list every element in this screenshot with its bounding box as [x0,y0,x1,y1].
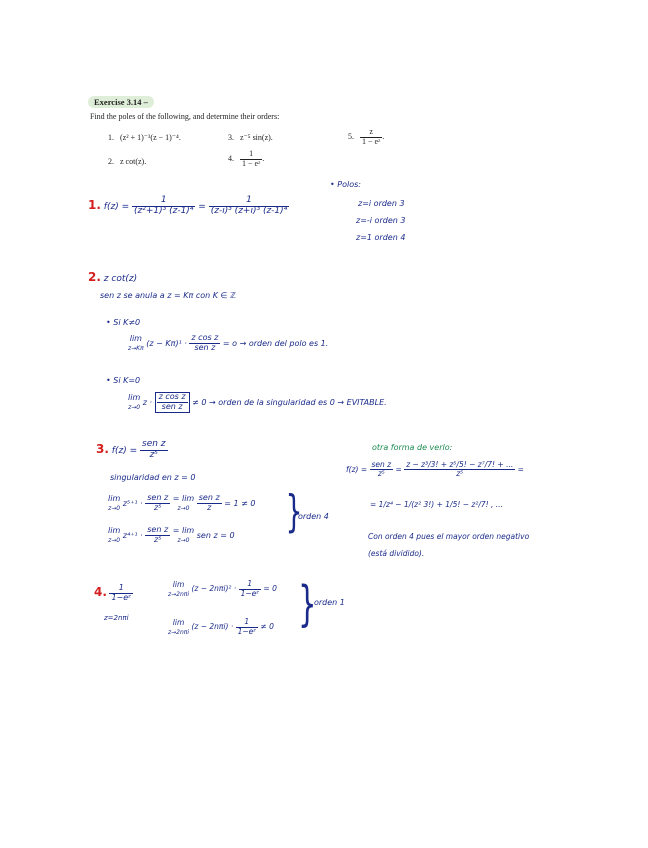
part2-line1: sen z se anula a z = Kπ con K ∈ ℤ [100,291,236,300]
part4-brace-label: orden 1 [314,598,345,607]
part3-alt-note2: (está dividido). [368,549,425,558]
part1-label: 1. [88,197,101,212]
exercise-item-1: 1. (z² + 1)⁻³(z − 1)⁻⁴. [108,133,181,142]
exercise-item-2: 2. z cot(z). [108,157,147,166]
exercise-title-dash: – [143,97,148,107]
part3-brace-label: orden 4 [298,512,329,521]
part2-case2-expr: lim z→0 z · $\frac{\text{z cos z}}{\text{sen z}}$ ≠ 0 → orden de la singularidad es 0 → EVITABLE. [128,392,387,412]
exercise-title-badge [88,96,154,108]
polos-line-2: z=-i orden 3 [356,216,406,225]
part3-alt-title: otra forma de verlo: [372,443,453,452]
part3-alt-series: f(z) = $\frac{\text{sen z}}{\text{z⁵}}$ = $\frac{\text{z − z³/3! + z⁵/5! − z⁷/7! + ...}}{\text{z⁵}}$ = [346,460,524,479]
part4-label: 4. [94,584,107,599]
part4-lim1: lim z→2nπi (z − 2nπi)² · $\frac{1}{\text{1−eᶻ}}$ = 0 [168,579,277,598]
part2-head: 2. z cot(z) [88,270,138,284]
part3-alt-note1: Con orden 4 pues el mayor orden negativo [368,532,530,541]
part2-case1-expr: lim z→Kπ (z − Kπ)¹ · $\frac{\text{z cos z}}{\text{sen z}}$ = o → orden del polo es 1. [128,333,329,353]
exercise-item-5: 5. $\frac{z}{\text{1 − eᶻ}}$ . [348,127,385,146]
part3-lim1: lim z→0 z⁵⁺¹ · $\frac{\text{sen z}}{\text{z⁵}}$ = lim z→0 $\frac{\text{sen z}}{z}$ = 1 ≠ 0 [108,493,256,513]
part1-lhs: f(z) = [103,201,130,212]
polos-line-1: z=i orden 3 [358,199,405,208]
exercise-item-4: 4. $\frac{1}{\text{1 − eᶻ}}$ . [228,149,265,168]
part1-fraction-1: $\frac{1}{\text{(z²+1)³ (z-1)⁴}}$ [134,195,194,216]
part3-singularity: singularidad en z = 0 [110,473,196,482]
exercise-instruction: Find the poles of the following, and determine their orders: [90,112,280,121]
part2-case1-bullet: • Si K≠0 [106,318,141,327]
part3-label: 3. [96,441,109,456]
part4-lim2: lim z→2nπi (z − 2nπi) · $\frac{1}{\text{1−eᶻ}}$ ≠ 0 [168,617,274,636]
polos-title: • Polos: [330,180,361,189]
exercise-title: Exercise 3.14 [94,97,142,107]
exercise-item-3: 3. z⁻⁵ sin(z). [228,133,273,142]
part2-label: 2. [88,270,101,284]
part4-brace: } [298,576,317,632]
part3-def: 3. f(z) = $\frac{\text{sen z}}{\text{z⁵}}$ [96,439,166,460]
part4-def: 4. $\frac{1}{\text{1−eᶻ}}$ [94,583,132,602]
part3-brace: } [285,486,303,537]
part3-lim2: lim z→0 z⁴⁺¹ · $\frac{\text{sen z}}{\text{z⁵}}$ = lim z→0 sen z = 0 [108,525,235,545]
part2-case2-bullet: • Si K=0 [106,376,141,385]
part1-block: 1. f(z) = $\frac{1}{\text{(z²+1)³ (z-1)⁴}}$ = $\frac{1}{\text{(z-i)³ (z+i)³ (z-1)⁴}}$ [88,195,288,216]
part1-fraction-2: $\frac{1}{\text{(z-i)³ (z+i)³ (z-1)⁴}}$ [210,195,288,216]
part3-alt-eq2: = 1/z⁴ − 1/(z² 3!) + 1/5! − z²/7! , ... [370,500,503,509]
polos-line-3: z=1 orden 4 [356,233,406,242]
part4-where: z=2nπi [104,614,129,622]
